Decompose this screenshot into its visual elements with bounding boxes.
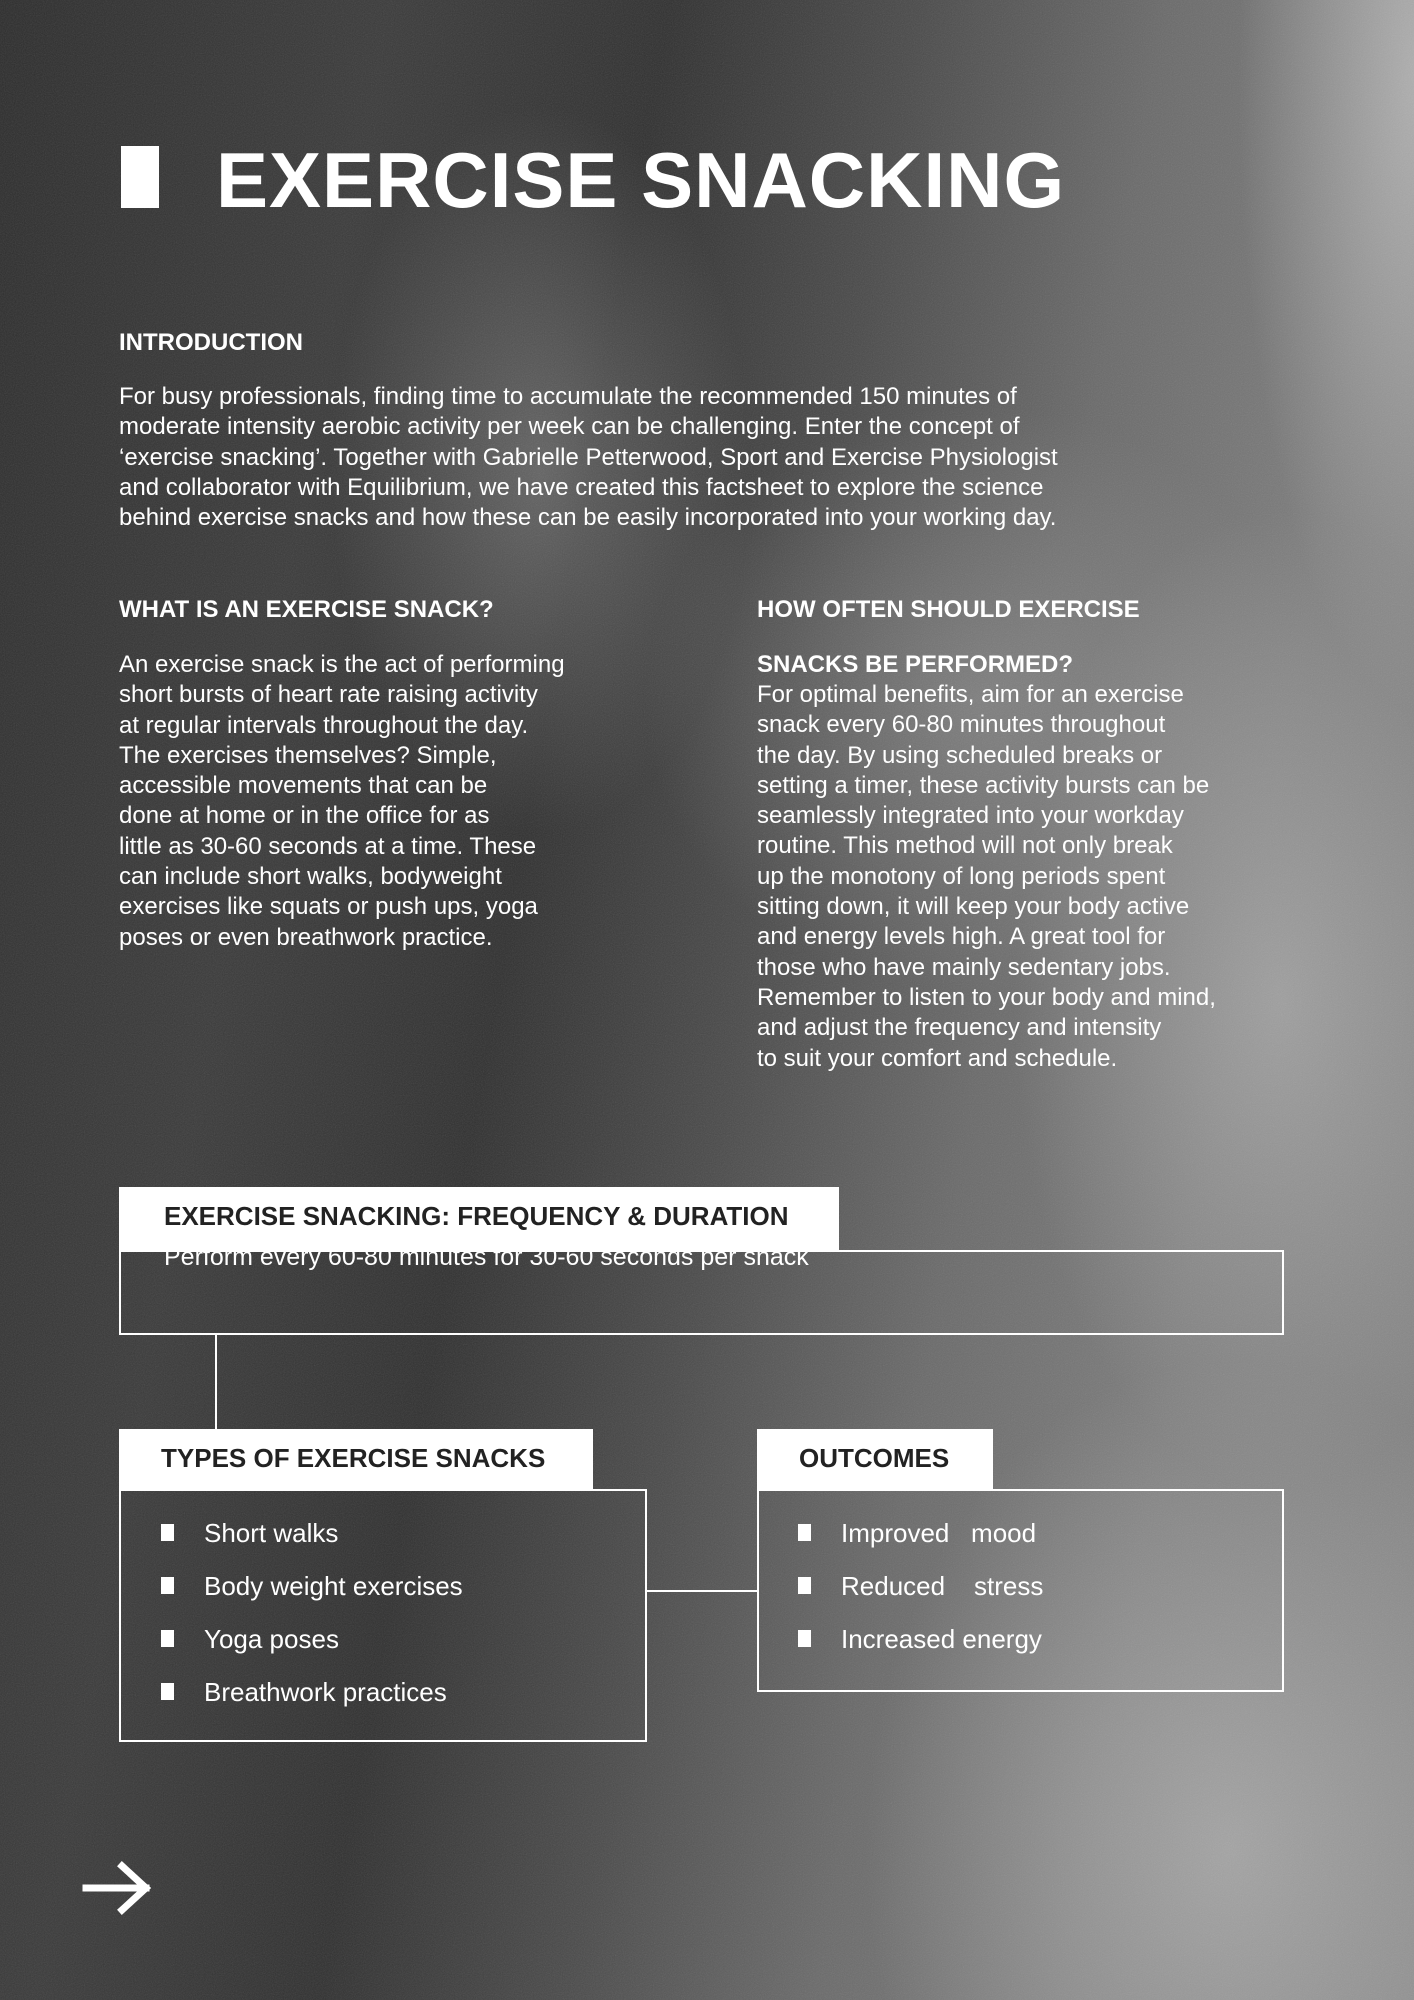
title-marker — [121, 146, 159, 208]
how-often-line: routine. This method will not only break — [757, 832, 1173, 860]
arrow-right-icon[interactable] — [82, 1860, 154, 1916]
intro-line: ‘exercise snacking’. Together with Gabrielle Petterwood, Sport and Exercise Physiologist — [119, 443, 1058, 471]
how-often-line: the day. By using scheduled breaks or — [757, 741, 1163, 769]
how-often-line: seamlessly integrated into your workday — [757, 802, 1184, 830]
what-is-text — [119, 650, 659, 953]
intro-line: behind exercise snacks and how these can be easily incorporated into your working day. — [119, 504, 1057, 532]
page-title: EXERCISE SNACKING — [216, 136, 1066, 224]
how-often-line: For optimal benefits, aim for an exercise — [757, 681, 1184, 708]
how-often-line: those who have mainly sedentary jobs. — [757, 953, 1171, 981]
what-is-line: The exercises themselves? Simple, — [119, 741, 497, 769]
what-is-heading: WHAT IS AN EXERCISE SNACK? — [119, 596, 494, 623]
connector-line — [646, 1590, 758, 1592]
how-often-line: snack every 60-80 minutes throughout — [757, 711, 1166, 739]
outcomes-box-label: OUTCOMES — [757, 1429, 993, 1490]
what-is-line: An exercise snack is the act of performing — [119, 651, 565, 678]
how-often-line: Remember to listen to your body and mind, — [757, 983, 1216, 1011]
how-often-heading-continued: SNACKS BE PERFORMED? — [757, 651, 1074, 678]
introduction-text — [119, 382, 1259, 533]
introduction-heading: INTRODUCTION — [119, 329, 303, 356]
how-often-line: setting a timer, these activity bursts can be — [757, 771, 1210, 799]
how-often-line: to suit your comfort and schedule. — [757, 1044, 1118, 1072]
bullet-icon — [161, 1683, 174, 1700]
what-is-line: done at home or in the office for as — [119, 802, 490, 830]
connector-line — [215, 1335, 217, 1429]
frequency-box-label: EXERCISE SNACKING: FREQUENCY & DURATION — [119, 1187, 839, 1250]
how-often-line: sitting down, it will keep your body active — [757, 893, 1190, 921]
bullet-icon — [161, 1630, 174, 1647]
how-often-heading: HOW OFTEN SHOULD EXERCISE — [757, 596, 1140, 623]
bullet-icon — [161, 1524, 174, 1541]
how-often-text — [757, 680, 1317, 1074]
what-is-line: accessible movements that can be — [119, 772, 488, 800]
what-is-line: exercises like squats or push ups, yoga — [119, 893, 538, 921]
how-often-line: and energy levels high. A great tool for — [757, 923, 1166, 951]
intro-line: moderate intensity aerobic activity per week can be challenging. Enter the concept of — [119, 413, 1020, 441]
how-often-line: up the monotony of long periods spent — [757, 862, 1166, 890]
what-is-line: short bursts of heart rate raising activity — [119, 681, 538, 709]
intro-line: and collaborator with Equilibrium, we have created this factsheet to explore the science — [119, 473, 1044, 501]
what-is-line: at regular intervals throughout the day. — [119, 711, 529, 739]
bullet-icon — [798, 1524, 811, 1541]
what-is-line: can include short walks, bodyweight — [119, 863, 502, 891]
factsheet-page: EXERCISE SNACKING INTRODUCTION For busy professionals, finding time to accumulate the recommended 150 minutes of moderate intensity aerobic activity per week can be challenging. Enter the concept of ‘exercise snacking’. Together with Gabrielle Petterwood, Sport and Exercise Physiologist and collaborator with Equilibrium, we have created this factsheet to explore the science behind exercise snacks and how these can be easily incorporated into your working day. WHAT IS AN EXERCISE SNACK? An exercise snack is the act of performing short bursts of heart rate raising activity at regular intervals throughout the day. The exercises themselves? Simple, accessible movements that can be done at home or in the office for as little as 30-60 seconds at a time. These can include short walks, bodyweight exercises like squats or push ups, yoga poses or even breathwork practice. HOW OFTEN SHOULD EXERCISE SNACKS BE PERFORMED? For optimal benefits, aim for an exercise snack every 60-80 minutes throughout the day. By using scheduled breaks or setting a timer, these activity bursts can be seamlessly integrated into your workday routine. This method will not only break up the monotony of long periods spent sitting down, it will keep your body active and energy levels high. A great tool for those who have mainly sedentary jobs. Remember to listen to your body and mind, and adjust the frequency and intensity to suit your comfort and schedule. EXERCISE SNACKING: FREQUENCY & DURATION Perform every 60-80 minutes for 30-60 seconds per snack TYPES OF EXERCISE SNACKS Short walks Body weight exercises Yoga poses Breathwork practices OUTCOMES Improved mood Reduced stress Increased energy — [0, 0, 1414, 2000]
what-is-line: little as 30-60 seconds at a time. These — [119, 832, 537, 860]
bullet-icon — [798, 1630, 811, 1647]
bullet-icon — [798, 1577, 811, 1594]
bullet-icon — [161, 1577, 174, 1594]
frequency-box-text: Perform every 60-80 minutes for 30-60 seconds per snack — [164, 1243, 809, 1271]
how-often-line: and adjust the frequency and intensity — [757, 1014, 1162, 1042]
what-is-line: poses or even breathwork practice. — [119, 923, 493, 951]
intro-line: For busy professionals, finding time to accumulate the recommended 150 minutes of — [119, 383, 1017, 410]
types-box-label: TYPES OF EXERCISE SNACKS — [119, 1429, 593, 1490]
